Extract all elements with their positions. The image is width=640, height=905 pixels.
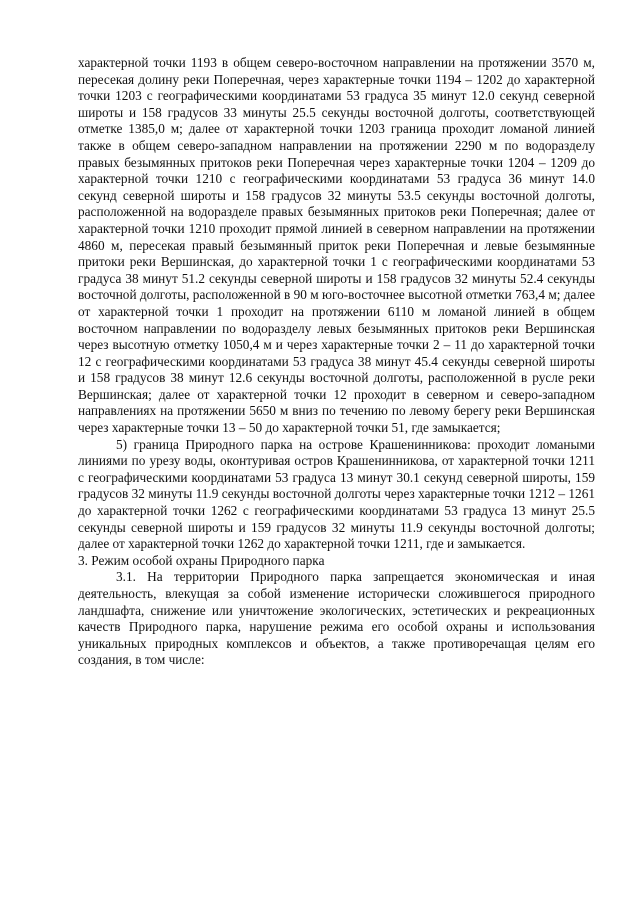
continuation-paragraph: характерной точки 1193 в общем северо-восточном направлении на протяжении 3570 м, пересекая долину реки Поперечная, через характерные точки 1194 – 1202 до характерной точки 1203 с географическими координатами 53 градуса 35 минут 12.0 секунд северной широты и 158 градусов 33 минуты 25.5 секунды восточной долготы, соответствующей отметке 1385,0 м; далее от характерной точки 1203 граница проходит ломаной линией также в общем северо-западном направлении на протяжении 2290 м по водоразделу правых безымянных притоков реки Поперечная через характерные точки 1204 – 1209 до характерной точки 1210 с географическими координатами 53 градуса 36 минут 14.0 секунд северной широты и 158 градусов 32 минуты 53.5 секунды восточной долготы, расположенной на водоразделе правых безымянных притоков реки Поперечная; далее от характерной точки 1210 проходит прямой линией в северном направлении на протяжении 4860 м, пересекая правый безымянный приток реки Поперечная и левые безымянные притоки реки Вершинская, до характерной точки 1 с географическими координатами 53 градуса 38 минут 51.2 секунды северной широты и 158 градусов 32 минуты 52.4 секунды восточной долготы, расположенной в 90 м юго-восточнее высотной отметки 763,4 м; далее от характерной точки 1 проходит на протяжении 6110 м ломаной линией в общем восточном направлении по водоразделу левых безымянных притоков реки Вершинская через высотную отметку 1050,4 м и через характерные точки 2 – 11 до характерной точки 12 с географическими координатами 53 градуса 38 минут 45.4 секунды северной широты и 158 градусов 38 минут 12.6 секунды восточной долготы, расположенной в русле реки Вершинская; далее от характерной точки 12 проходит в северном и северо-западном направлениях на протяжении 5650 м вниз по течению по левому берегу реки Вершинская через характерные точки 13 – 50 до характерной точки 51, где замыкается;: [78, 55, 595, 436]
item-5-paragraph: 5) граница Природного парка на острове Крашенинникова: проходит ломаными линиями по урезу воды, оконтуривая остров Крашенинникова, от характерной точки 1211 с географическими координатами 53 градуса 13 минут 30.1 секунд северной широты, 159 градусов 32 минуты 11.9 секунды восточной долготы через характерные точки 1212 – 1261 до характерной точки 1262 с географическими координатами 53 градуса 13 минут 25.5 секунды северной широты и 159 градусов 32 минуты 11.9 секунды восточной долготы; далее от характерной точки 1262 до характерной точки 1211, где и замыкается.: [78, 436, 595, 552]
section-title: 3. Режим особой охраны Природного парка: [78, 552, 325, 568]
section-3-1-paragraph: 3.1. На территории Природного парка запрещается экономическая и иная деятельность, влекущая за собой изменение исторически сложившегося природного ландшафта, снижение или уничтожение экологических, эстетических и рекреационных качеств Природного парка, нарушение режима его особой охраны и использования уникальных природных комплексов и объектов, а также противоречащая целям его создания, в том числе:: [78, 569, 595, 668]
document-page: [78, 55, 595, 669]
